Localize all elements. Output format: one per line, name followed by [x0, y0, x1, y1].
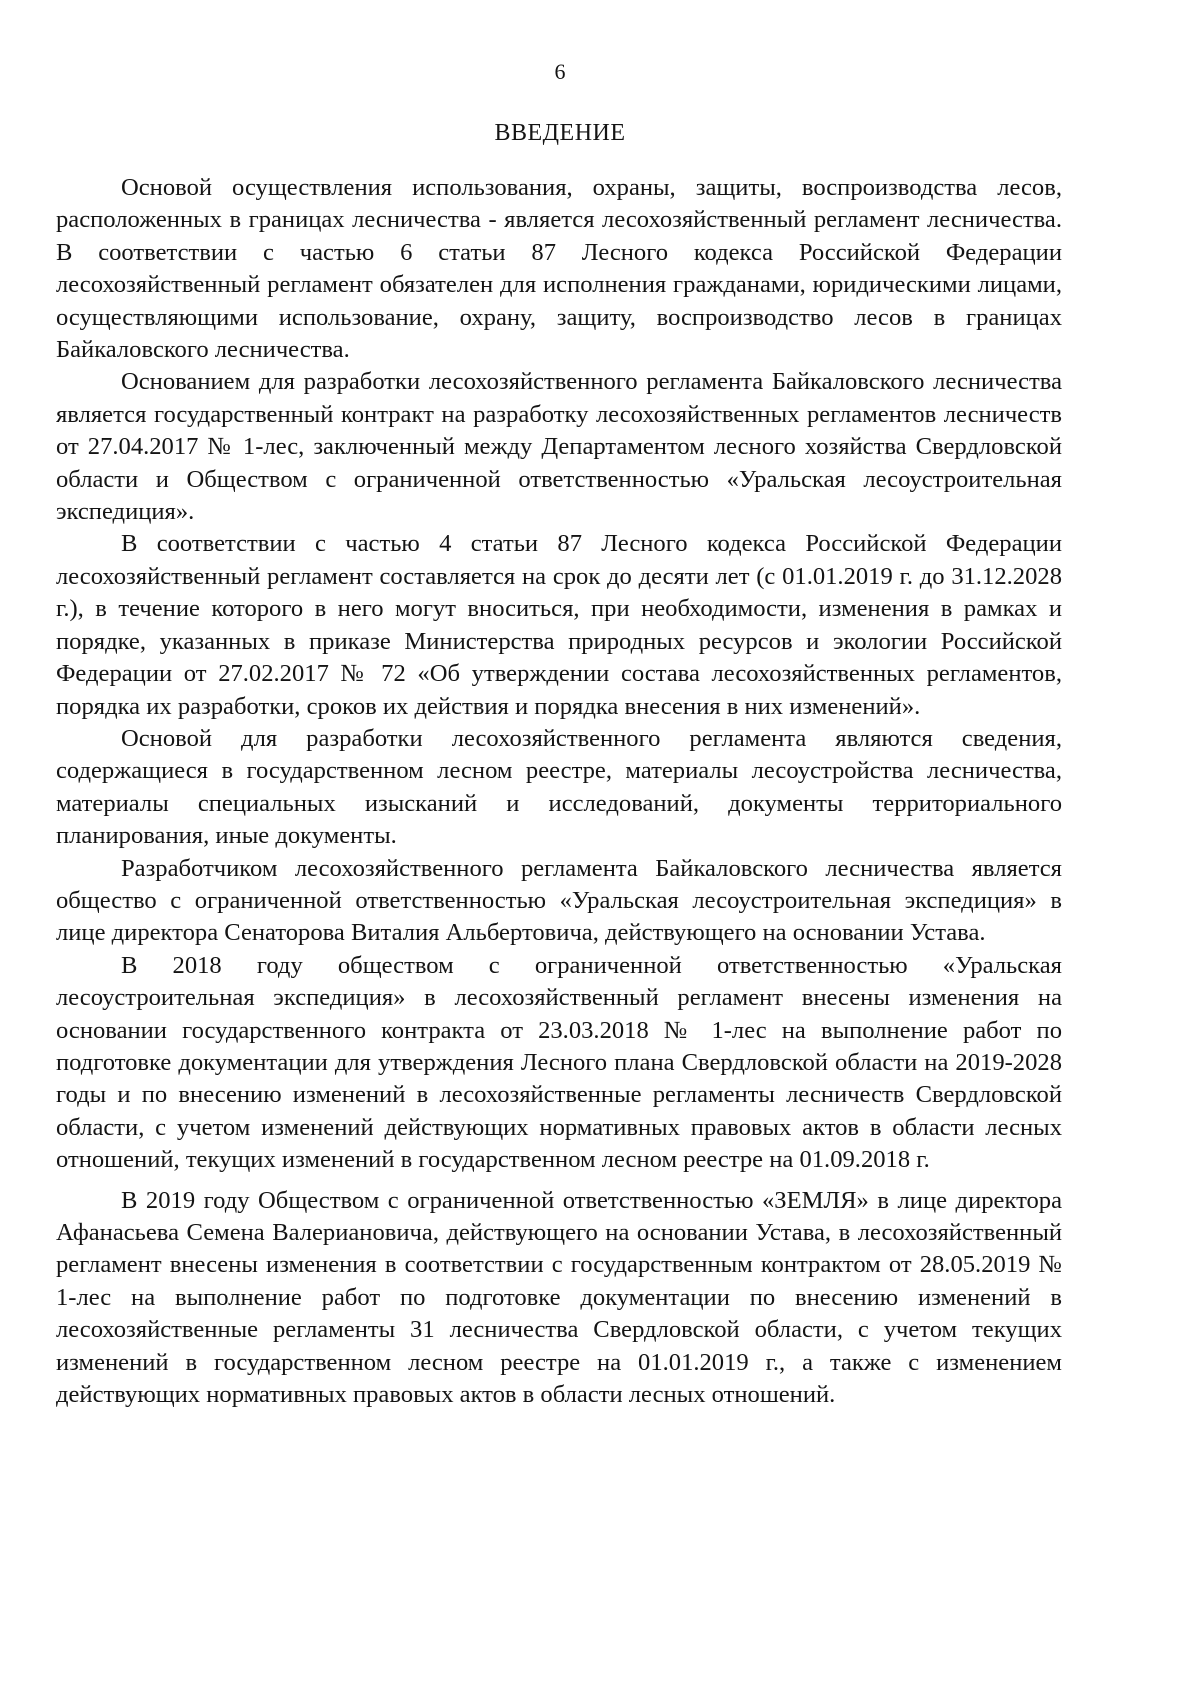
- section-heading: ВВЕДЕНИЕ: [494, 120, 626, 146]
- paragraph-basis: Основой осуществления использования, охраны, защиты, воспроизводства лесов, расположенных в границах лесничества - является лесохозяйственный регламент лесничества. В соответствии с частью 6 статьи 87 Лесного кодекса Российской Федерации лесохозяйственный регламент обязателен для исполнения гражданами, юридическими лицами, осуществляющими использование, охрану, защиту, воспроизводство лесов в границах Байкаловского лесничества.: [56, 174, 1062, 364]
- paragraph-changes-2019: В 2019 году Обществом с ограниченной ответственностью «ЗЕМЛЯ» в лице директора Афанасьева Семена Валериановича, действующего на основании Устава, в лесохозяйственный регламент внесены изменения в соответствии с государственным контрактом от 28.05.2019 № 1-лес на выполнение работ по подготовке документации по внесению изменений в лесохозяйственные регламенты 31 лесничества Свердловской области, с учетом текущих изменений в государственном лесном реестре на 01.01.2019 г., а также с изменением действующих нормативных правовых актов в области лесных отношений.: [56, 1186, 1062, 1409]
- page-number: 6: [554, 59, 566, 84]
- paragraph-sources: Основой для разработки лесохозяйственного регламента являются сведения, содержащиеся в государственном лесном реестре, материалы лесоустройства лесничества, материалы специальных изысканий и исследований, документы территориального планирования, иные документы.: [56, 724, 1062, 850]
- paragraph-term: В соответствии с частью 4 статьи 87 Лесного кодекса Российской Федерации лесохозяйственный регламент составляется на срок до десяти лет (с 01.01.2019 г. до 31.12.2028 г.), в течение которого в него могут вноситься, при необходимости, изменения в рамках и порядке, указанных в приказе Министерства природных ресурсов и экологии Российской Федерации от 27.02.2017 № 72 «Об утверждении состава лесохозяйственных регламентов, порядка их разработки, сроков их действия и порядка внесения в них изменений».: [56, 530, 1062, 720]
- paragraph-developer: Разработчиком лесохозяйственного регламента Байкаловского лесничества является общество с ограниченной ответственностью «Уральская лесоустроительная экспедиция» в лице директора Сенаторова Виталия Альбертовича, действующего на основании Устава.: [56, 854, 1062, 947]
- paragraph-changes-2018: В 2018 году обществом с ограниченной ответственностью «Уральская лесоустроительная экспедиция» в лесохозяйственный регламент внесены изменения на основании государственного контракта от 23.03.2018 № 1-лес на выполнение работ по подготовке документации для утверждения Лесного плана Свердловской области на 2019-2028 годы и по внесению изменений в лесохозяйственные регламенты лесничеств Свердловской области, с учетом изменений действующих нормативных правовых актов в области лесных отношений, текущих изменений в государственном лесном реестре на 01.09.2018 г.: [56, 951, 1062, 1174]
- paragraph-contract: Основанием для разработки лесохозяйственного регламента Байкаловского лесничества является государственный контракт на разработку лесохозяйственных регламентов лесничеств от 27.04.2017 № 1-лес, заключенный между Департаментом лесного хозяйства Свердловской области и Обществом с ограниченной ответственностью «Уральская лесоустроительная экспедиция».: [56, 368, 1062, 526]
- body-text: [56, 172, 1062, 1411]
